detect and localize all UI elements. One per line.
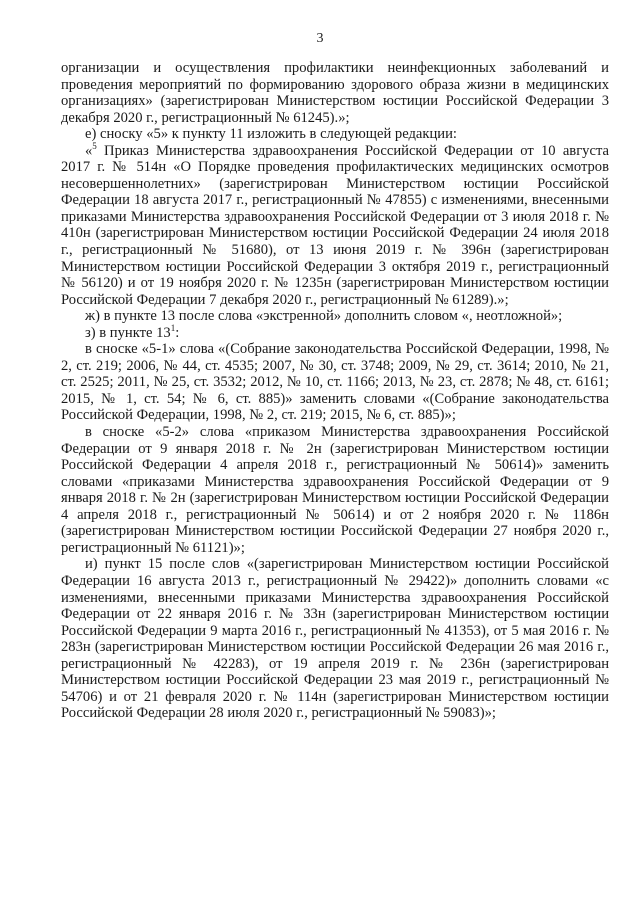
paragraph-footnote-5 <box>61 140 609 308</box>
paragraph-footnote-5-2: в сноске «5-2» слова «приказом Министерства здравоохранения Российской Федерации от 9 января 2018 г. № 2н (зарегистрирован Министерством юстиции Российской Федерации 4 апреля 2018 г., регистрационный № 50614)» заменить словами «приказами Министерства здравоохранения Российской Федерации от 9 января 2018 г. № 2н (зарегистрирован Министерством юстиции Российской Федерации 4 апреля 2018 г., регистрационный № 50614) и от 2 ноября 2020 г. № 1186н (зарегистрирован Министерством юстиции Российской Федерации 27 ноября 2020 г., регистрационный № 61121)»; <box>61 424 609 556</box>
paragraph-item-i: и) пункт 15 после слов «(зарегистрирован Министерством юстиции Российской Федерации 16 августа 2013 г., регистрационный № 29422)» дополнить словами «с изменениями, внесенными приказами Министерства здравоохранения Российской Федерации от 22 января 2016 г. № 33н (зарегистрирован Министерством юстиции Российской Федерации 9 марта 2016 г., регистрационный № 41353), от 5 мая 2016 г. № 283н (зарегистрирован Министерством юстиции Российской Федерации 26 мая 2016 г., регистрационный № 42283), от 19 апреля 2019 г. № 236н (зарегистрирован Министерством юстиции Российской Федерации 23 мая 2019 г., регистрационный № 54706) и от 21 февраля 2020 г. № 114н (зарегистрирован Министерством юстиции Российской Федерации 28 июля 2020 г., регистрационный № 59083)»; <box>61 556 609 722</box>
footnote-marker-5: 5 <box>92 140 97 151</box>
page-number: 3 <box>316 31 324 46</box>
item-z-lead: з) в пункте 13 <box>85 324 171 341</box>
paragraph-item-e: е) сноску «5» к пункту 11 изложить в следующей редакции: <box>85 126 457 143</box>
item-z-superscript: 1 <box>170 322 176 333</box>
footnote-5-text: Приказ Министерства здравоохранения Российской Федерации от 10 августа 2017 г. № 514н «О Порядке проведения профилактических медицинских осмотров несовершеннолетних» (зарегистрирован Министерством юстиции Российской Федерации 18 августа 2017 г., регистрационный № 47855) с изменениями, внесенными приказами Министерства здравоохранения Российской Федерации от 3 июля 2018 г. № 410н (зарегистрирован Министерством юстиции Российской Федерации 24 июля 2018 г., регистрационный № 51680), от 13 июня 2019 г. № 396н (зарегистрирован Министерством юстиции Российской Федерации 3 октября 2019 г., регистрационный № 56120) и от 19 ноября 2020 г. № 1235н (зарегистрирован Министерством юстиции Российской Федерации 7 декабря 2020 г., регистрационный № 61289).»; <box>61 142 609 308</box>
paragraph-footnote-5-1: в сноске «5-1» слова «(Собрание законодательства Российской Федерации, 1998, № 2, ст. 219; 2006, № 44, ст. 4535; 2007, № 30, ст. 3748; 2009, № 29, ст. 3614; 2010, № 21, ст. 2525; 2011, № 25, ст. 3532; 2012, № 10, ст. 1166; 2013, № 23, ст. 2878; № 48, ст. 6161; 2015, № 1, ст. 54; № 6, ст. 885)» заменить словами «(Собрание законодательства Российской Федерации, 1998, № 2, ст. 219; 2015, № 6, ст. 885)»; <box>61 341 609 424</box>
open-quote: « <box>85 142 93 159</box>
item-z-colon: : <box>175 324 180 341</box>
paragraph-item-zh: ж) в пункте 13 после слова «экстренной» дополнить словом «, неотложной»; <box>85 308 563 325</box>
paragraph-item-z <box>61 322 609 342</box>
document-body <box>61 60 609 722</box>
paragraph-continuation: организации и осуществления профилактики неинфекционных заболеваний и проведения мероприятий по формированию здорового образа жизни в медицинских организациях» (зарегистрирован Министерством юстиции Российской Федерации 3 декабря 2020 г., регистрационный № 61245).»; <box>61 60 609 126</box>
